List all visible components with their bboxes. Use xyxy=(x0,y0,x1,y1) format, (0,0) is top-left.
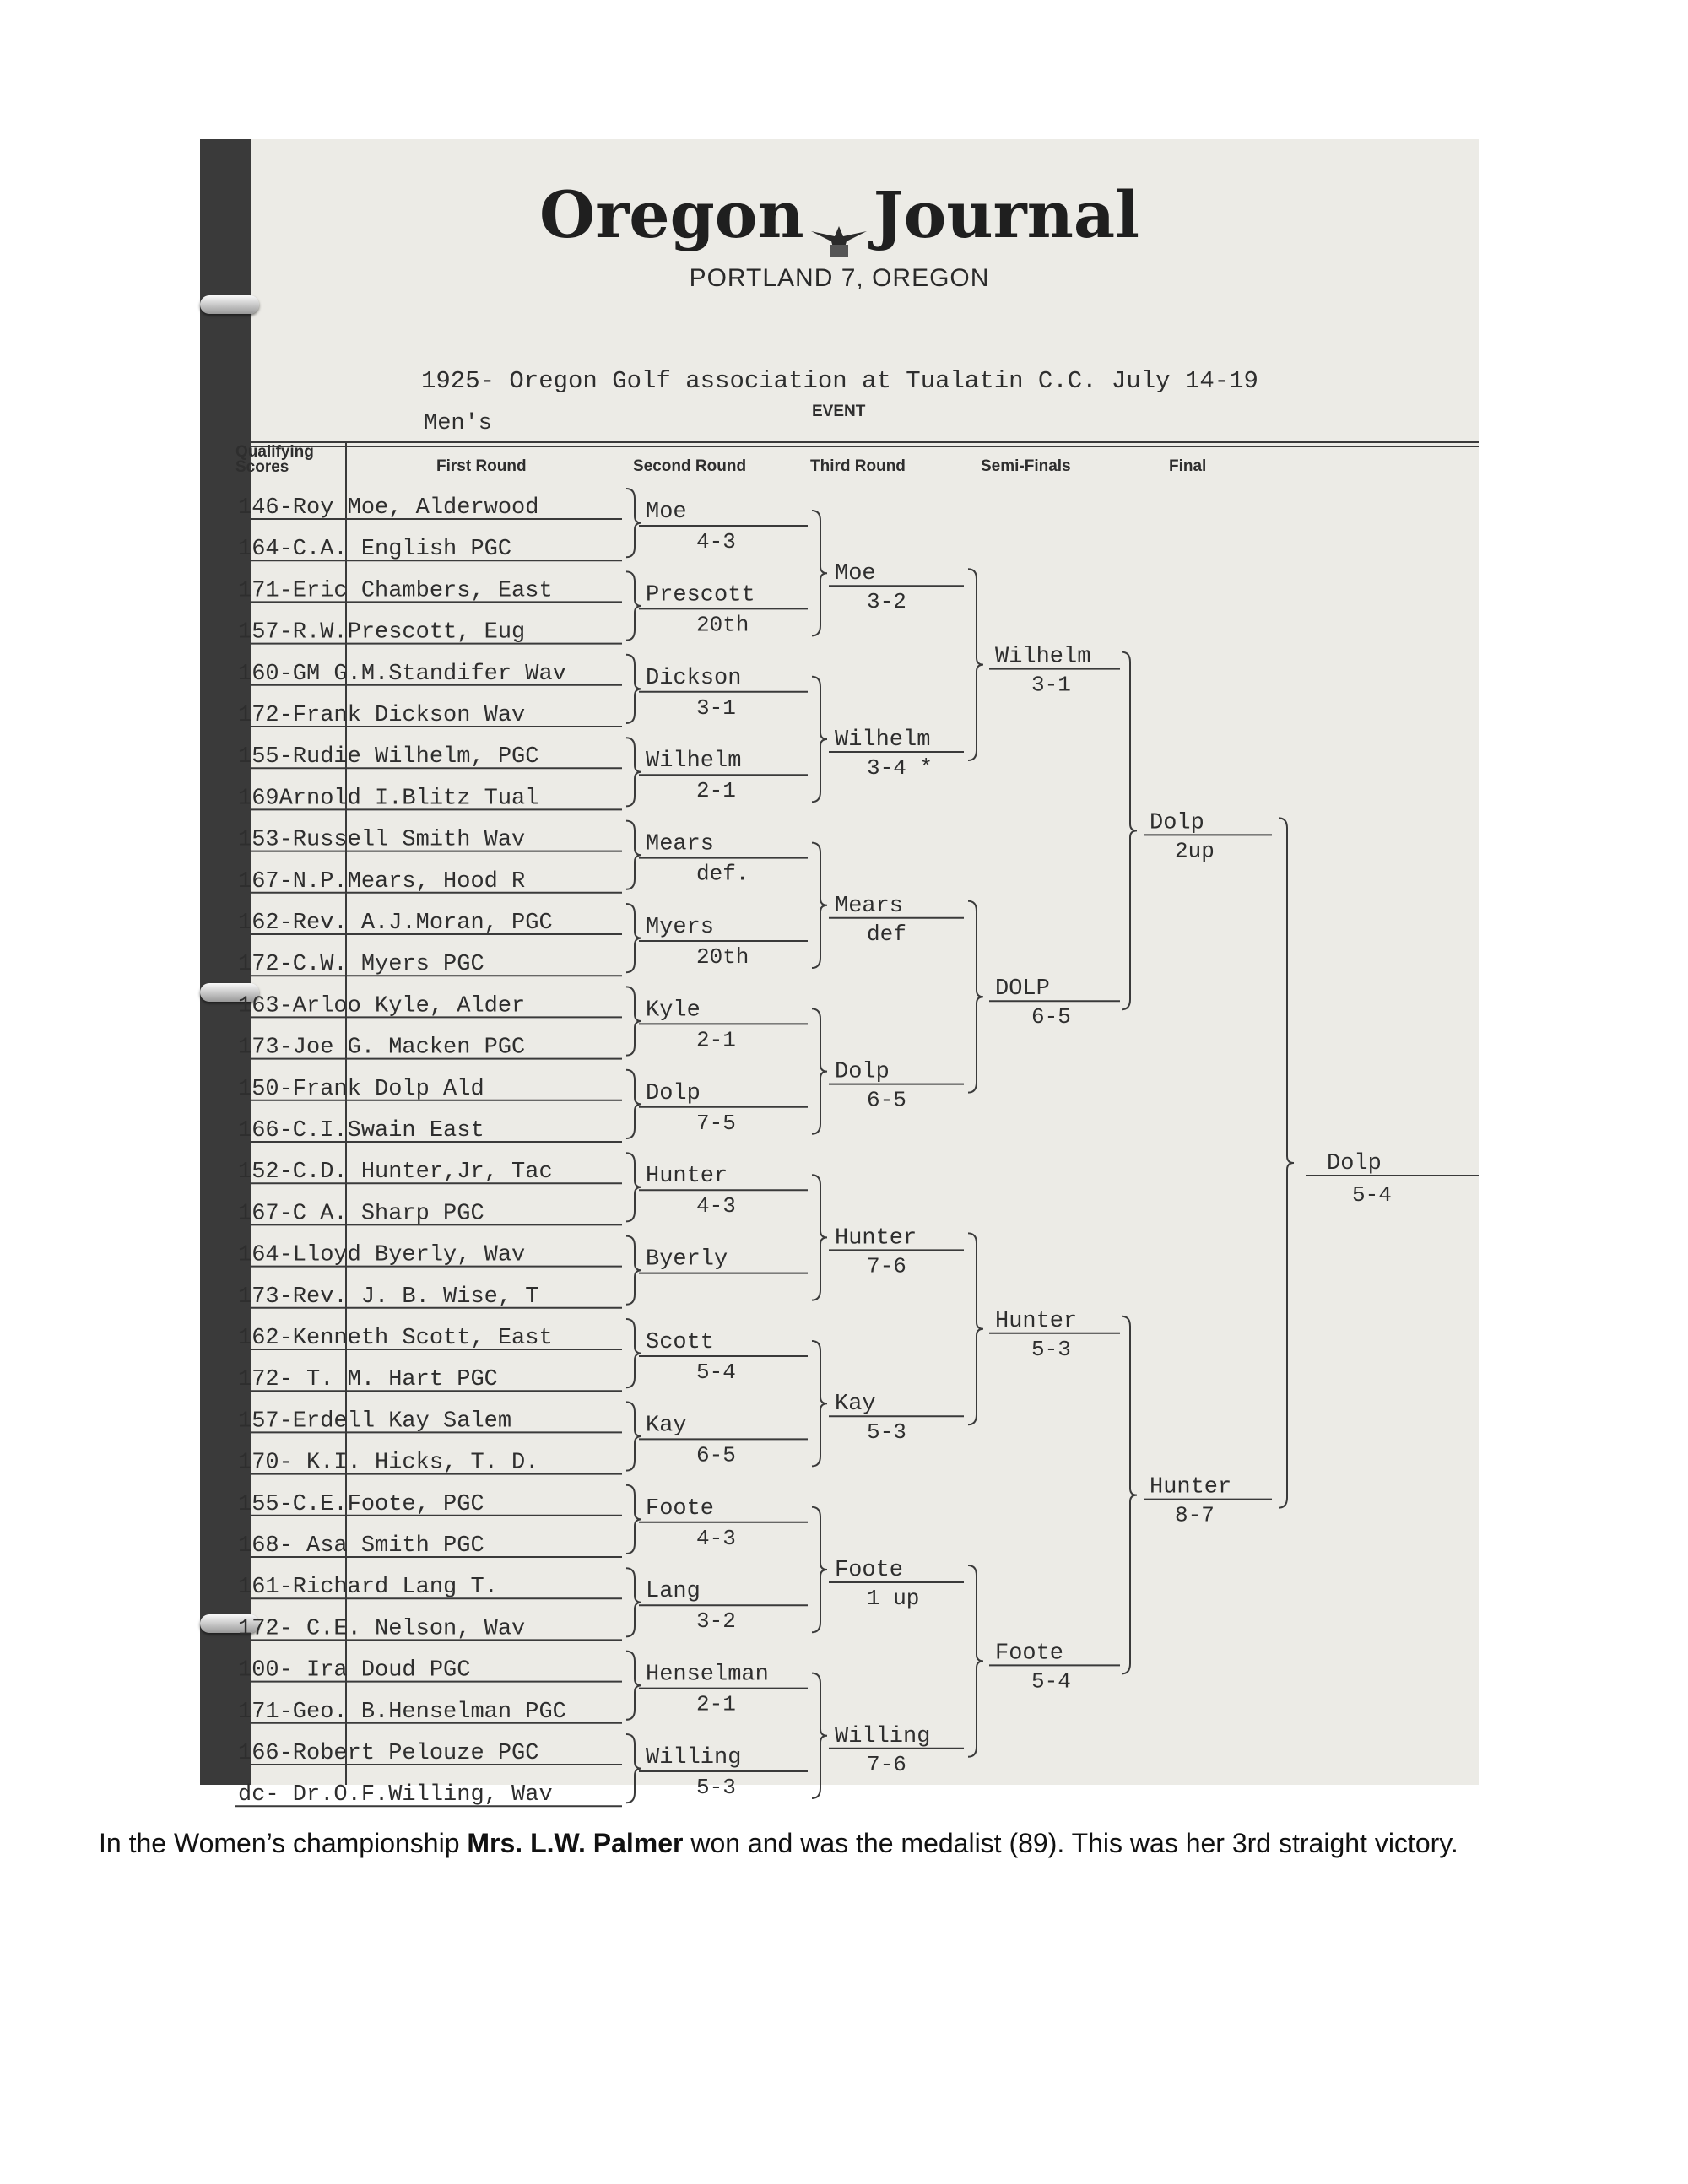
entrant-28: 172- C.E. Nelson, Wav xyxy=(238,1616,526,1642)
third-round-brace xyxy=(968,901,983,1093)
first-round-brace xyxy=(626,987,641,1055)
semi-final-score-4: 5-4 xyxy=(1031,1668,1071,1695)
third-round-winner-1: Moe xyxy=(835,561,876,587)
finalist-1: Dolp xyxy=(1150,810,1204,836)
third-round-winner-8: Willing xyxy=(835,1723,931,1749)
second-round-winner-14: Lang xyxy=(646,1579,701,1605)
caption-winner: Mrs. L.W. Palmer xyxy=(467,1828,684,1858)
masthead-title-left: Oregon xyxy=(538,177,804,252)
second-round-score-12: 6-5 xyxy=(696,1442,736,1468)
second-round-score-11: 5-4 xyxy=(696,1360,736,1385)
entrant-19: 164-Lloyd Byerly, Wav xyxy=(238,1242,526,1268)
second-round-winner-6: Myers xyxy=(646,915,715,940)
entrant-32: dc- Dr.O.F.Willing, Wav xyxy=(238,1782,553,1808)
champion-score: 5-4 xyxy=(1352,1182,1392,1208)
entrant-9: 153-Russell Smith Wav xyxy=(238,827,526,853)
second-round-winner-10: Byerly xyxy=(646,1246,728,1273)
second-round-winner-7: Kyle xyxy=(646,997,701,1024)
entrant-29: 100- Ira Doud PGC xyxy=(238,1657,471,1684)
semi-final-score-3: 5-3 xyxy=(1031,1336,1071,1362)
second-round-brace xyxy=(812,1341,827,1466)
semi-final-winner-4: Foote xyxy=(995,1641,1064,1667)
entrant-22: 172- T. M. Hart PGC xyxy=(238,1367,498,1393)
entrant-12: 172-C.W. Myers PGC xyxy=(238,952,484,978)
second-round-brace xyxy=(812,1673,827,1798)
finalist-score-2: 8-7 xyxy=(1175,1502,1215,1528)
header-third-round: Third Round xyxy=(810,457,906,475)
first-round-brace xyxy=(626,1652,641,1720)
third-round-winner-7: Foote xyxy=(835,1558,904,1583)
third-round-score-8: 7-6 xyxy=(867,1751,906,1777)
header-second-round: Second Round xyxy=(633,457,747,475)
entrant-27: 161-Richard Lang T. xyxy=(238,1575,498,1601)
finalist-score-1: 2up xyxy=(1175,838,1215,864)
first-round-brace xyxy=(626,1319,641,1387)
semi-final-score-2: 6-5 xyxy=(1031,1004,1071,1030)
scanned-document xyxy=(200,139,1479,1808)
entrant-31: 166-Robert Pelouze PGC xyxy=(238,1741,539,1766)
third-round-brace xyxy=(968,569,983,760)
entrant-6: 172-Frank Dickson Wav xyxy=(238,703,526,728)
entrant-5: 160-GM G.M.Standifer Wav xyxy=(238,661,566,687)
finalist-2: Hunter xyxy=(1150,1474,1232,1500)
second-round-winner-11: Scott xyxy=(646,1330,715,1355)
header-final: Final xyxy=(1169,457,1207,475)
caption xyxy=(99,1823,1483,1863)
entrant-20: 173-Rev. J. B. Wise, T xyxy=(238,1284,539,1310)
entrant-3: 171-Eric Chambers, East xyxy=(238,578,553,604)
entrant-24: 170- K.I. Hicks, T. D. xyxy=(238,1450,539,1476)
third-round-score-3: def xyxy=(867,921,906,947)
second-round-winner-16: Willing xyxy=(646,1745,742,1770)
third-round-brace xyxy=(968,1565,983,1757)
second-round-score-13: 4-3 xyxy=(696,1525,736,1551)
second-round-brace xyxy=(812,511,827,635)
entrant-25: 155-C.E.Foote, PGC xyxy=(238,1491,484,1517)
entrant-10: 167-N.P.Mears, Hood R xyxy=(238,868,526,895)
entrant-8: 169Arnold I.Blitz Tual xyxy=(238,786,539,812)
semi-final-winner-2: DOLP xyxy=(995,976,1050,1003)
first-round-brace xyxy=(626,1402,641,1470)
semi-final-brace xyxy=(1122,652,1137,1010)
second-round-score-8: 7-5 xyxy=(696,1110,736,1136)
second-round-winner-5: Mears xyxy=(646,831,715,857)
second-round-winner-12: Kay xyxy=(646,1413,687,1439)
first-round-brace xyxy=(626,738,641,806)
second-round-winner-15: Henselman xyxy=(646,1662,769,1688)
second-round-score-6: 20th xyxy=(696,944,749,970)
semi-final-score-1: 3-1 xyxy=(1031,672,1071,698)
third-round-score-4: 6-5 xyxy=(867,1087,906,1113)
entrant-21: 162-Kenneth Scott, East xyxy=(238,1326,553,1351)
third-round-score-7: 1 up xyxy=(867,1586,920,1611)
first-round-brace xyxy=(626,1485,641,1554)
second-round-score-15: 2-1 xyxy=(696,1691,736,1717)
entrant-17: 152-C.D. Hunter,Jr, Tac xyxy=(238,1160,553,1186)
third-round-winner-6: Kay xyxy=(835,1392,876,1418)
entrant-4: 157-R.W.Prescott, Eug xyxy=(238,619,526,646)
third-round-winner-3: Mears xyxy=(835,893,904,919)
first-round-brace xyxy=(626,1568,641,1636)
second-round-winner-3: Dickson xyxy=(646,665,742,691)
entrant-23: 157-Erdell Kay Salem xyxy=(238,1408,512,1435)
entrant-14: 173-Joe G. Macken PGC xyxy=(238,1035,526,1061)
second-round-winner-8: Dolp xyxy=(646,1080,701,1106)
semi-final-winner-1: Wilhelm xyxy=(995,644,1091,670)
header-semi-finals: Semi-Finals xyxy=(981,457,1071,475)
final-brace xyxy=(1279,818,1294,1507)
entrant-2: 164-C.A. English PGC xyxy=(238,537,512,563)
second-round-brace xyxy=(812,677,827,802)
second-round-score-3: 3-1 xyxy=(696,695,736,721)
third-round-brace xyxy=(968,1233,983,1424)
entrant-15: 150-Frank Dolp Ald xyxy=(238,1076,484,1102)
second-round-score-7: 2-1 xyxy=(696,1027,736,1053)
second-round-brace xyxy=(812,843,827,968)
second-round-score-16: 5-3 xyxy=(696,1775,736,1800)
first-round-brace xyxy=(626,1236,641,1305)
first-round-brace xyxy=(626,904,641,972)
header-qualifying: Qualifying Scores xyxy=(235,443,314,476)
first-round-brace xyxy=(626,1070,641,1138)
third-round-winner-2: Wilhelm xyxy=(835,727,931,753)
first-round-brace xyxy=(626,1153,641,1221)
first-round-brace xyxy=(626,489,641,557)
second-round-score-5: def. xyxy=(696,861,749,887)
third-round-score-5: 7-6 xyxy=(867,1253,906,1279)
second-round-winner-4: Wilhelm xyxy=(646,749,742,775)
entrant-11: 162-Rev. A.J.Moran, PGC xyxy=(238,911,553,936)
semi-final-brace xyxy=(1122,1316,1137,1674)
champion-name: Dolp xyxy=(1327,1151,1382,1176)
caption-text: In the Women’s championship xyxy=(99,1828,468,1858)
third-round-score-1: 3-2 xyxy=(867,589,906,615)
third-round-winner-4: Dolp xyxy=(835,1059,890,1085)
header-first-round: First Round xyxy=(436,457,527,475)
first-round-brace xyxy=(626,1734,641,1803)
third-round-score-2: 3-4 * xyxy=(867,755,933,781)
masthead-subtitle: PORTLAND 7, OREGON xyxy=(689,264,990,292)
third-round-winner-5: Hunter xyxy=(835,1225,917,1251)
tournament-bracket xyxy=(200,139,1479,1808)
second-round-score-9: 4-3 xyxy=(696,1193,736,1219)
semi-final-winner-3: Hunter xyxy=(995,1308,1078,1334)
masthead-title-right: Journal xyxy=(873,177,1139,252)
second-round-winner-13: Foote xyxy=(646,1495,715,1522)
second-round-brace xyxy=(812,1008,827,1133)
event-label: EVENT xyxy=(812,403,866,420)
entrant-18: 167-C A. Sharp PGC xyxy=(238,1201,484,1227)
entrant-13: 163-Arloo Kyle, Alder xyxy=(238,993,526,1019)
first-round-brace xyxy=(626,821,641,889)
division-label: Men's xyxy=(424,411,493,436)
second-round-brace xyxy=(812,1175,827,1300)
third-round-score-6: 5-3 xyxy=(867,1419,906,1446)
entrant-1: 146-Roy Moe, Alderwood xyxy=(238,495,539,521)
second-round-brace xyxy=(812,1507,827,1632)
entrant-26: 168- Asa Smith PGC xyxy=(238,1533,484,1559)
second-round-score-1: 4-3 xyxy=(696,529,736,554)
entrant-30: 171-Geo. B.Henselman PGC xyxy=(238,1699,566,1725)
first-round-brace xyxy=(626,571,641,640)
document-title: 1925- Oregon Golf association at Tualatin C.C. July 14-19 xyxy=(421,367,1258,395)
second-round-winner-2: Prescott xyxy=(646,582,755,608)
second-round-score-4: 2-1 xyxy=(696,778,736,804)
second-round-winner-9: Hunter xyxy=(646,1164,728,1190)
second-round-score-2: 20th xyxy=(696,612,749,638)
second-round-winner-1: Moe xyxy=(646,500,687,525)
entrant-16: 166-C.I.Swain East xyxy=(238,1118,484,1143)
first-round-brace xyxy=(626,655,641,723)
second-round-score-14: 3-2 xyxy=(696,1608,736,1635)
caption-text-end: won and was the medalist (89). This was her 3rd straight victory. xyxy=(683,1828,1458,1858)
entrant-7: 155-Rudie Wilhelm, PGC xyxy=(238,744,539,770)
